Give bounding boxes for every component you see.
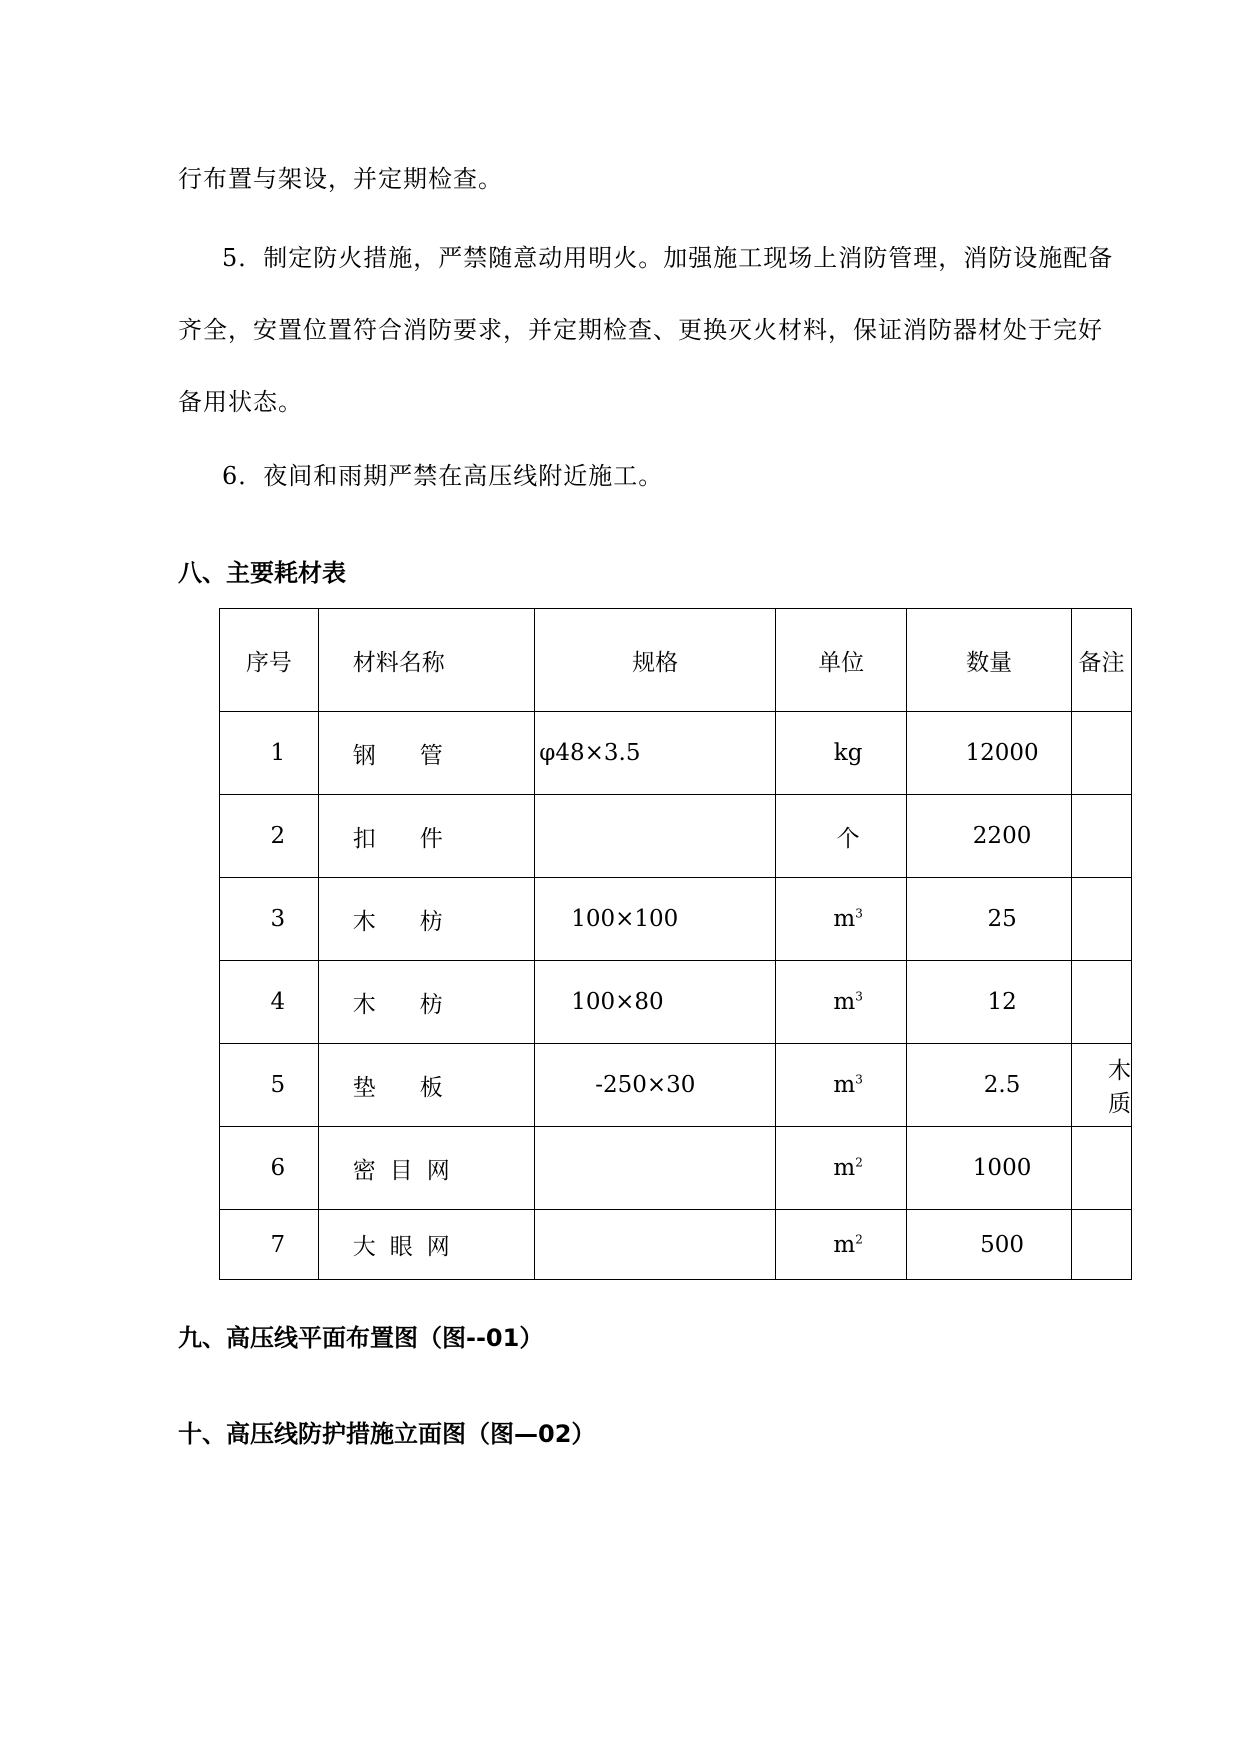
cell-name-text: 木枋 — [352, 991, 487, 1018]
unit-superscript: 3 — [855, 906, 863, 921]
cell-note — [1072, 878, 1132, 961]
cell-note — [1072, 961, 1132, 1044]
materials-table — [219, 608, 1132, 1280]
cell-spec — [535, 1127, 776, 1210]
unit-text: m — [833, 906, 856, 932]
cell-name-text: 垫板 — [352, 1074, 487, 1101]
unit-text: m — [833, 1231, 856, 1258]
cell-note — [1072, 795, 1132, 878]
cell-spec — [535, 1210, 776, 1280]
table-row — [220, 878, 1132, 961]
cell-name — [318, 1044, 534, 1127]
cell-unit — [776, 1044, 907, 1127]
table-header-row — [220, 609, 1132, 712]
unit-text: m — [833, 989, 856, 1015]
heading-elevation-drawing: 十、高压线防护措施立面图（图—02） — [178, 1420, 596, 1448]
cell-name — [318, 961, 534, 1044]
unit-text: m — [833, 1072, 856, 1098]
table-row — [220, 961, 1132, 1044]
header-note: 备注 — [1072, 609, 1132, 712]
cell-qty: 12 — [907, 961, 1072, 1044]
cell-qty: 25 — [907, 878, 1072, 961]
unit-superscript: 3 — [855, 989, 863, 1004]
paragraph-fire-prevention: 5．制定防火措施，严禁随意动用明火。加强施工现场上消防管理，消防设施配备齐全，安置位置符合消防要求，并定期检查、更换灭火材料，保证消防器材处于完好备用状态。 — [178, 244, 1114, 416]
header-name: 材料名称 — [318, 609, 534, 712]
cell-spec: -250×30 — [535, 1044, 776, 1127]
unit-superscript: 2 — [855, 1231, 863, 1246]
cell-note: 木质 — [1072, 1044, 1132, 1127]
cell-unit — [776, 1210, 907, 1280]
table-row — [220, 1210, 1132, 1280]
cell-name-text: 木枋 — [352, 908, 487, 935]
cell-spec: 100×80 — [535, 961, 776, 1044]
heading-plan-drawing: 九、高压线平面布置图（图--01） — [178, 1324, 544, 1352]
cell-no: 5 — [220, 1044, 319, 1127]
cell-name — [318, 1127, 534, 1210]
cell-unit — [776, 878, 907, 961]
cell-qty: 12000 — [907, 712, 1072, 795]
cell-spec — [535, 795, 776, 878]
cell-unit: 个 — [776, 795, 907, 878]
cell-qty: 1000 — [907, 1127, 1072, 1210]
cell-note — [1072, 1127, 1132, 1210]
cell-name — [318, 1210, 534, 1280]
cell-name — [318, 712, 534, 795]
cell-no: 3 — [220, 878, 319, 961]
paragraph-night-rain: 6．夜间和雨期严禁在高压线附近施工。 — [222, 462, 664, 490]
cell-note — [1072, 1210, 1132, 1280]
unit-superscript: 3 — [855, 1072, 863, 1087]
table-row — [220, 1127, 1132, 1210]
unit-text: m — [833, 1155, 856, 1181]
cell-unit: kg — [776, 712, 907, 795]
cell-no: 1 — [220, 712, 319, 795]
header-spec: 规格 — [535, 609, 776, 712]
cell-name — [318, 878, 534, 961]
table-row — [220, 712, 1132, 795]
cell-qty: 2200 — [907, 795, 1072, 878]
cell-unit — [776, 1127, 907, 1210]
cell-no: 2 — [220, 795, 319, 878]
table-row — [220, 795, 1132, 878]
cell-note — [1072, 712, 1132, 795]
heading-materials-table: 八、主要耗材表 — [178, 559, 346, 587]
cell-unit — [776, 961, 907, 1044]
cell-no: 7 — [220, 1210, 319, 1280]
cell-no: 4 — [220, 961, 319, 1044]
cell-no: 6 — [220, 1127, 319, 1210]
header-qty: 数量 — [907, 609, 1072, 712]
cell-spec: φ48×3.5 — [535, 712, 776, 795]
cell-qty: 2.5 — [907, 1044, 1072, 1127]
cell-name-text: 钢管 — [352, 742, 487, 769]
table-row — [220, 1044, 1132, 1127]
cell-spec: 100×100 — [535, 878, 776, 961]
cell-name — [318, 795, 534, 878]
header-no: 序号 — [220, 609, 319, 712]
cell-qty: 500 — [907, 1210, 1072, 1280]
unit-superscript: 2 — [855, 1155, 863, 1170]
cell-name-text: 扣件 — [352, 825, 487, 852]
paragraph-continuation: 行布置与架设，并定期检查。 — [178, 165, 503, 193]
cell-name-text: 大眼网 — [352, 1234, 464, 1260]
cell-name-text: 密目网 — [352, 1157, 464, 1184]
header-unit: 单位 — [776, 609, 907, 712]
